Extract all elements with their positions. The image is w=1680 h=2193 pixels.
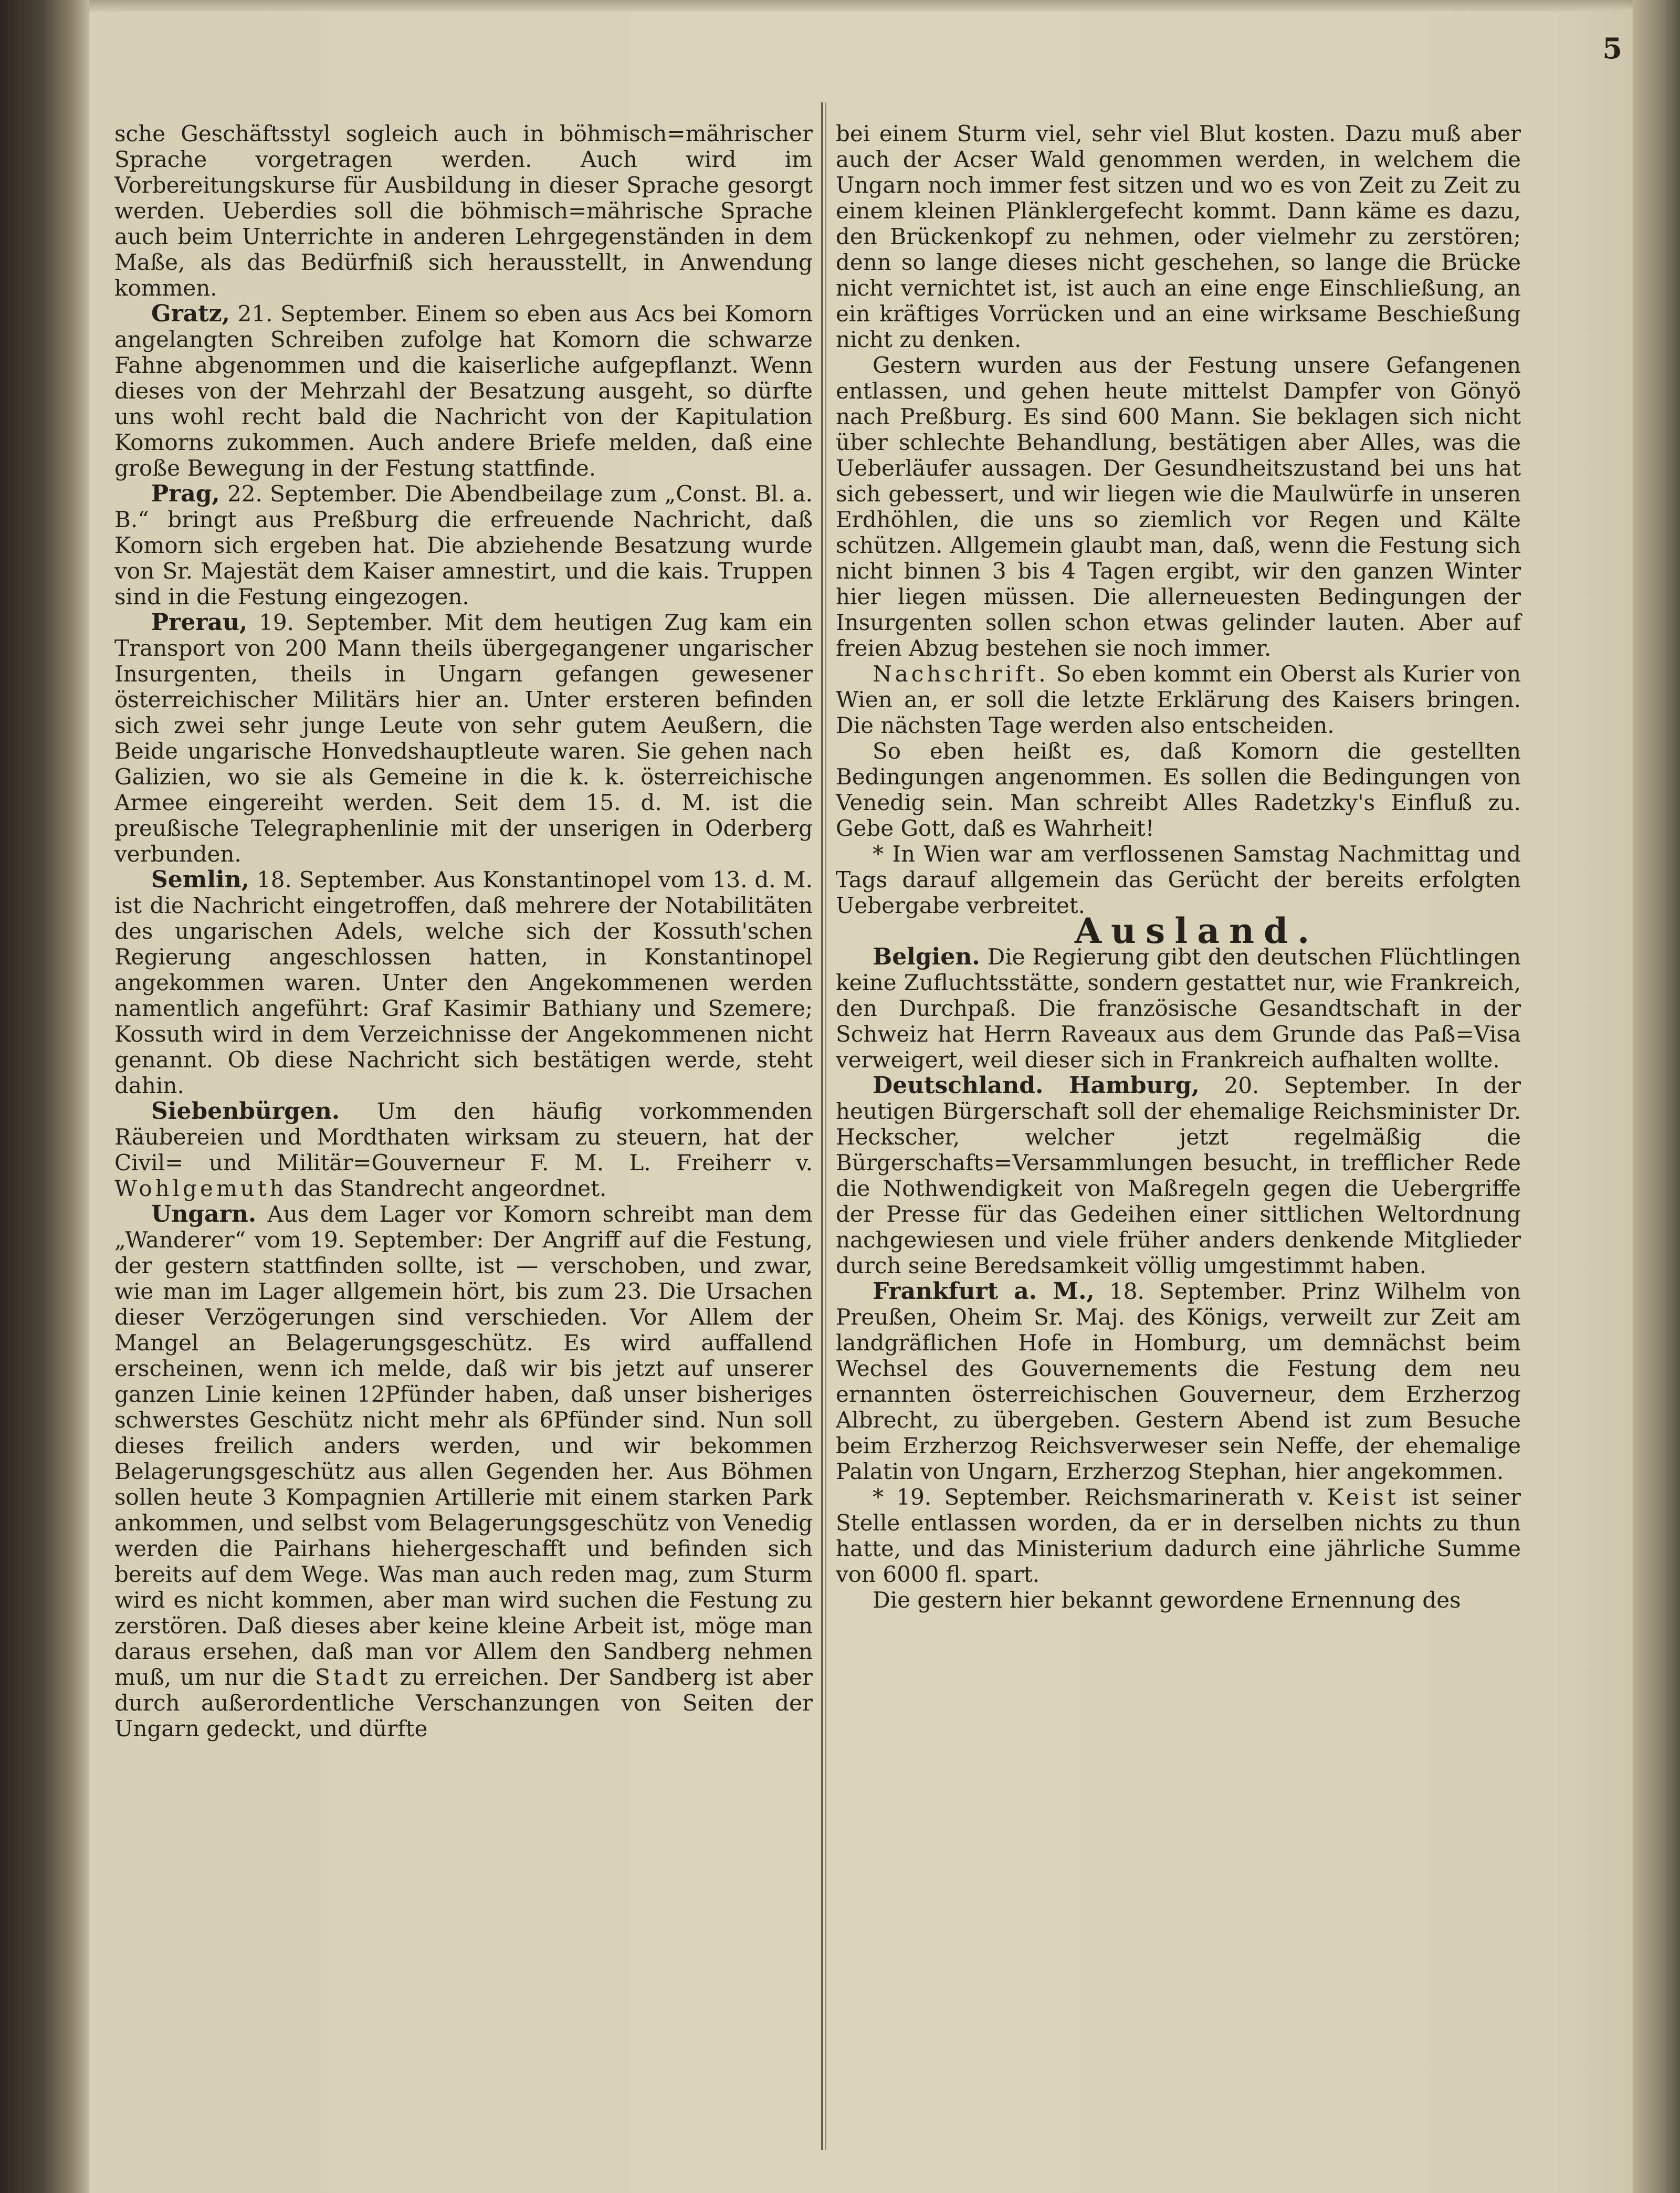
page-top-edge: [89, 0, 1633, 12]
book-binding: [0, 0, 89, 2193]
left-column: [114, 121, 813, 1741]
article-paragraph: Gestern wurden aus der Festung unsere Gefangenen entlassen, und gehen heute mittelst Dampfer von Gönyö nach Preßburg. Es sind 600 Mann. Sie beklagen sich nicht über schlechte Behandlung, bestätigen aber Alles, was die Ueberläufer aussagen. Der Gesundheitszustand bei uns hat sich gebessert, und wir liegen wie die Maulwürfe in unseren Erdhöhlen, die uns so ziemlich vor Regen und Kälte schützen. Allgemein glaubt man, daß, wenn die Festung sich nicht binnen 3 bis 4 Tagen ergibt, wir den ganzen Winter hier liegen müssen. Die allerneuesten Bedingungen der Insurgenten sollen schon etwas gelinder lauten. Aber auf freien Abzug bestehen sie noch immer.: [836, 352, 1521, 661]
dateline-place: Semlin,: [151, 866, 250, 893]
article-text: 22. September. Die Abendbeilage zum „Const. Bl. a. B.“ bringt aus Preßburg die erfreuende Nachricht, daß Komorn sich ergeben hat. Die abziehende Besatzung wurde von Sr. Majestät dem Kaiser amnestirt, und die kais. Truppen sind in die Festung eingezogen.: [114, 481, 813, 610]
spaced-name: Wohlgemuth: [114, 1176, 287, 1201]
article-prerau: [114, 610, 813, 867]
article-semlin: [114, 867, 813, 1098]
article-text: ist seiner Stelle entlassen worden, da er in derselben nichts zu thun hatte, und das Ministerium dadurch eine jährliche Summe von 6000 fl. spart.: [836, 1484, 1521, 1587]
dateline-place: Gratz,: [151, 300, 230, 327]
spaced-word: Stadt: [315, 1664, 391, 1690]
article-ungarn: [114, 1201, 813, 1741]
article-gratz: [114, 301, 813, 481]
right-column: [836, 121, 1521, 1613]
article-continuation: sche Geschäftsstyl sogleich auch in böhmisch=mährischer Sprache vorgetragen werden. Auch wird im Vorbereitungskurse für Ausbildung in dieser Sprache gesorgt werden. Ueberdies soll die böhmisch=mährische Sprache auch beim Unterrichte in anderen Lehrgegenständen in dem Maße, als das Bedürfniß sich herausstellt, in Anwendung kommen.: [114, 121, 813, 301]
article-text: Aus dem Lager vor Komorn schreibt man dem „Wanderer“ vom 19. September: Der Angriff auf die Festung, der gestern stattfinden sollte, ist — verschoben, und zwar, wie man im Lager allgemein hört, bis zum 23. Die Ursachen dieser Verzögerungen sind verschieden. Vor Allem der Mangel an Belagerungsgeschütz. Es wird auffallend erscheinen, wenn ich melde, daß wir bis jetzt auf unserer ganzen Linie keinen 12Pfünder haben, daß unser bisheriges schwerstes Geschütz nicht mehr als 6Pfünder sind. Nun soll dieses freilich anders werden, und wir bekommen Belagerungsgeschütz aus allen Gegenden her. Aus Böhmen sollen heute 3 Kompagnien Artillerie mit einem starken Park ankommen, und selbst vom Belagerungsgeschütz von Venedig werden die Pairhans hiehergeschafft und befinden sich bereits auf dem Wege. Was man auch reden mag, zum Sturm wird es nicht kommen, aber man wird suchen die Festung zu zerstören. Daß dieses aber keine kleine Arbeit ist, möge man daraus ersehen, daß man vor Allem den Sandberg nehmen muß, um nur die: [114, 1201, 813, 1690]
dateline-place: Ungarn.: [151, 1201, 257, 1227]
article-text: 19. September. Mit dem heutigen Zug kam ein Transport von 200 Mann theils übergegangener ungarischer Insurgenten, theils in Ungarn gefangen gewesener österreichischer Militärs hier an. Unter ersteren befinden sich zwei sehr junge Leute von sehr gutem Aeußern, die Beide ungarische Honvedshauptleute waren. Sie gehen nach Galizien, wo sie als Gemeine in die k. k. österreichische Armee eingereiht werden. Seit dem 15. d. M. ist die preußische Telegraphenlinie mit der unserigen in Oderberg verbunden.: [114, 610, 813, 867]
dateline-place: Frankfurt a. M.,: [873, 1278, 1095, 1305]
article-postscript: [836, 661, 1521, 738]
dateline-place: Prerau,: [151, 609, 248, 636]
article-text: Die Regierung gibt den deutschen Flüchtlingen keine Zufluchtsstätte, sondern gestattet nur, wie Frankreich, den Durchpaß. Die französische Gesandtschaft in der Schweiz hat Herrn Raveaux aus dem Grunde das Paß=Visa verweigert, weil dieser sich in Frankreich aufhalten wollte.: [836, 944, 1521, 1073]
article-text: das Standrecht angeordnet.: [287, 1176, 607, 1201]
article-hamburg: [836, 1073, 1521, 1278]
article-text: Um den häufig vorkommenden Räubereien und Mordthaten wirksam zu steuern, hat der Civil= und Militär=Gouverneur F. M. L. Freiherr v.: [114, 1098, 813, 1176]
article-text: 20. September. In der heutigen Bürgerschaft soll der ehemalige Reichsminister Dr. Heckscher, welcher jetzt regelmäßig die Bürgerschafts=Versammlungen besucht, in trefflicher Rede die Nothwendigkeit von Maßregeln gegen die Uebergriffe der Presse für das Gedeihen einer sittlichen Weltordnung nachgewiesen und viele früher anders denkende Mitglieder durch seine Beredsamkeit völlig umgestimmt haben.: [836, 1073, 1521, 1278]
section-title: Ausland.: [1074, 910, 1319, 951]
page-right-edge: [1633, 0, 1680, 2193]
article-marinerath: [836, 1484, 1521, 1587]
article-paragraph: So eben heißt es, daß Komorn die gestellten Bedingungen angenommen. Es sollen die Bedingungen von Venedig sein. Man schreibt Alles Radetzky's Einfluß zu. Gebe Gott, daß es Wahrheit!: [836, 738, 1521, 841]
postscript-label: Nachschrift.: [873, 661, 1049, 687]
article-text: zu erreichen. Der Sandberg ist aber durch außerordentliche Verschanzungen von Seiten der Ungarn gedeckt, und dürfte: [114, 1664, 813, 1741]
article-text: 21. September. Einem so eben aus Acs bei Komorn angelangten Schreiben zufolge hat Komorn die schwarze Fahne abgenommen und die kaiserliche aufgepflanzt. Wenn dieses von der Mehrzahl der Besatzung ausgeht, so dürfte uns wohl recht bald die Nachricht von der Kapitulation Komorns zukommen. Auch andere Briefe melden, daß eine große Bewegung in der Festung stattfinde.: [114, 301, 813, 481]
column-divider-secondary: [825, 102, 826, 2150]
article-paragraph: Die gestern hier bekannt gewordene Ernennung des: [873, 1587, 1461, 1613]
article-text: * 19. September. Reichsmarinerath v.: [873, 1484, 1327, 1510]
article-frankfurt: [836, 1278, 1521, 1484]
column-divider: [821, 102, 823, 2150]
dateline-place: Prag,: [151, 480, 220, 507]
article-text: 18. September. Prinz Wilhelm von Preußen, Oheim Sr. Maj. des Königs, verweilt zur Zeit am landgräflichen Hofe in Homburg, um demnächst beim Wechsel des Gouvernements die Festung dem neu ernannten österreichischen Gouverneur, dem Erzherzog Albrecht, zu übergeben. Gestern Abend ist zum Besuche beim Erzherzog Reichsverweser sein Neffe, der ehemalige Palatin von Ungarn, Erzherzog Stephan, hier angekommen.: [836, 1278, 1521, 1484]
article-paragraph: * In Wien war am verflossenen Samstag Nachmittag und Tags darauf allgemein das Gerücht der bereits erfolgten Uebergabe verbreitet.: [836, 841, 1521, 918]
spaced-name: Keist: [1327, 1484, 1399, 1510]
article-prag: [114, 481, 813, 610]
article-text: So eben kommt ein Oberst als Kurier von Wien an, er soll die letzte Erklärung des Kaisers bringen. Die nächsten Tage werden also entscheiden.: [836, 661, 1521, 738]
page-number: 5: [1602, 32, 1622, 65]
article-continuation: bei einem Sturm viel, sehr viel Blut kosten. Dazu muß aber auch der Acser Wald genommen werden, in welchem die Ungarn noch immer fest sitzen und wo es von Zeit zu Zeit zu einem kleinen Plänklergefecht kommt. Dann käme es dazu, den Brückenkopf zu nehmen, oder vielmehr zu zerstören; denn so lange dieses nicht geschehen, so lange die Brücke nicht vernichtet ist, ist auch an eine enge Einschließung, an ein kräftiges Vorrücken und an eine wirksame Beschießung nicht zu denken.: [836, 121, 1521, 352]
article-belgien: [836, 944, 1521, 1073]
article-siebenbuergen: [114, 1098, 813, 1201]
dateline-place: Belgien.: [873, 943, 980, 970]
dateline-place: Deutschland. Hamburg,: [873, 1072, 1200, 1099]
dateline-place: Siebenbürgen.: [151, 1098, 340, 1125]
article-text: 18. September. Aus Konstantinopel vom 13. d. M. ist die Nachricht eingetroffen, daß mehrere der Notabilitäten des ungarischen Adels, welche sich der Kossuth'schen Regierung angeschlossen hatten, in Konstantinopel angekommen waren. Unter den Angekommenen werden namentlich angeführt: Graf Kasimir Bathiany und Szemere; Kossuth wird in dem Verzeichnisse der Angekommenen nicht genannt. Ob diese Nachricht sich bestätigen werde, steht dahin.: [114, 867, 813, 1098]
